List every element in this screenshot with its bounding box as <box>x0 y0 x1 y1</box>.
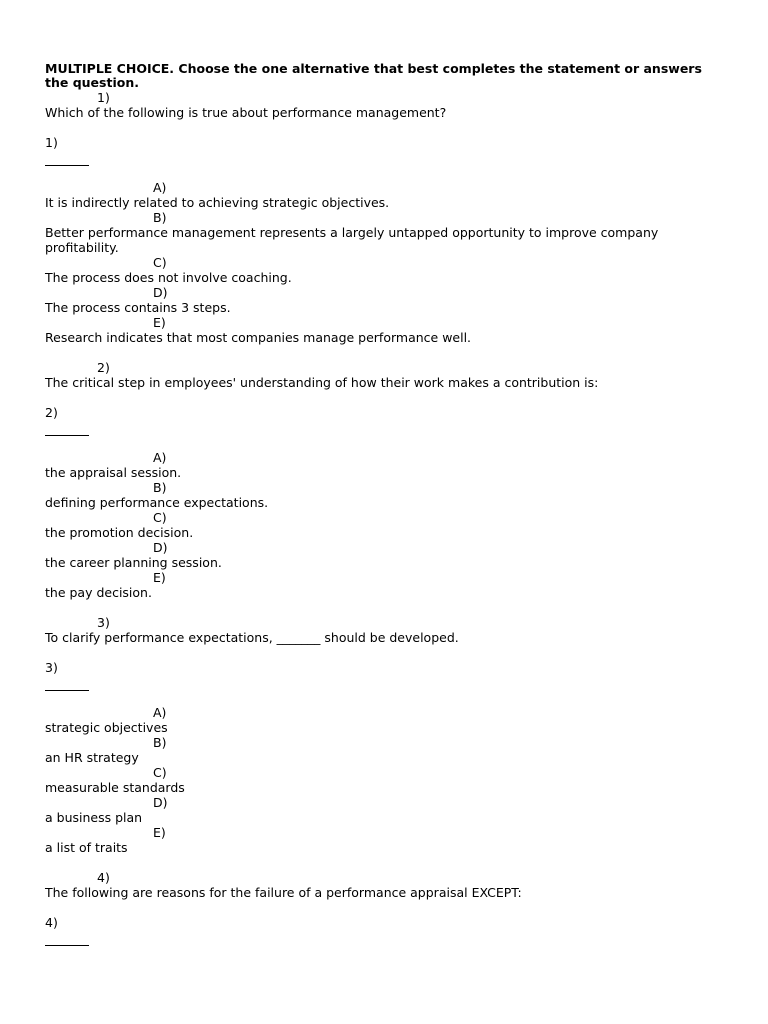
option-letter: D) <box>153 795 168 810</box>
question-2 <box>45 360 725 600</box>
option-text: The process contains 3 steps. <box>45 300 231 315</box>
answer-label: 2) <box>45 405 58 420</box>
question-text: To clarify performance expectations, _______ should be developed. <box>45 630 459 645</box>
question-text: Which of the following is true about performance management? <box>45 105 447 120</box>
question-number: 1) <box>97 90 110 105</box>
option-letter: A) <box>153 180 167 195</box>
option-text: It is indirectly related to achieving strategic objectives. <box>45 195 390 210</box>
option-text: defining performance expectations. <box>45 495 269 510</box>
instructions-heading: MULTIPLE CHOICE. Choose the one alternative that best completes the statement or answers the question. <box>45 61 702 90</box>
answer-blank <box>45 690 89 691</box>
answer-blank <box>45 165 89 166</box>
option-text: Better performance management represents a largely untapped opportunity to improve company profitability. <box>45 225 659 255</box>
option-text: measurable standards <box>45 780 185 795</box>
option-letter: C) <box>153 510 167 525</box>
answer-blank <box>45 945 89 946</box>
option-text: the promotion decision. <box>45 525 194 540</box>
answer-blank <box>45 435 89 436</box>
option-letter: A) <box>153 450 167 465</box>
option-letter: B) <box>153 210 167 225</box>
option-text: an HR strategy <box>45 750 139 765</box>
question-text: The following are reasons for the failure of a performance appraisal EXCEPT: <box>45 885 522 900</box>
option-letter: E) <box>153 570 166 585</box>
option-letter: E) <box>153 825 166 840</box>
option-text: a business plan <box>45 810 143 825</box>
option-text: strategic objectives <box>45 720 168 735</box>
option-text: the pay decision. <box>45 585 152 600</box>
answer-label: 1) <box>45 135 58 150</box>
question-number: 4) <box>97 870 110 885</box>
option-text: the appraisal session. <box>45 465 182 480</box>
option-text: The process does not involve coaching. <box>45 270 292 285</box>
option-text: Research indicates that most companies manage performance well. <box>45 330 472 345</box>
option-text: the career planning session. <box>45 555 222 570</box>
question-number: 3) <box>97 615 110 630</box>
option-letter: E) <box>153 315 166 330</box>
question-4 <box>45 870 725 960</box>
answer-label: 3) <box>45 660 58 675</box>
option-text: a list of traits <box>45 840 128 855</box>
exam-page <box>45 62 725 960</box>
option-letter: C) <box>153 255 167 270</box>
option-letter: C) <box>153 765 167 780</box>
question-text: The critical step in employees' understanding of how their work makes a contribution is: <box>45 375 599 390</box>
option-letter: D) <box>153 285 168 300</box>
option-letter: B) <box>153 480 167 495</box>
option-letter: D) <box>153 540 168 555</box>
option-letter: B) <box>153 735 167 750</box>
question-number: 2) <box>97 360 110 375</box>
option-letter: A) <box>153 705 167 720</box>
answer-label: 4) <box>45 915 58 930</box>
question-3 <box>45 615 725 855</box>
question-1 <box>45 90 725 345</box>
